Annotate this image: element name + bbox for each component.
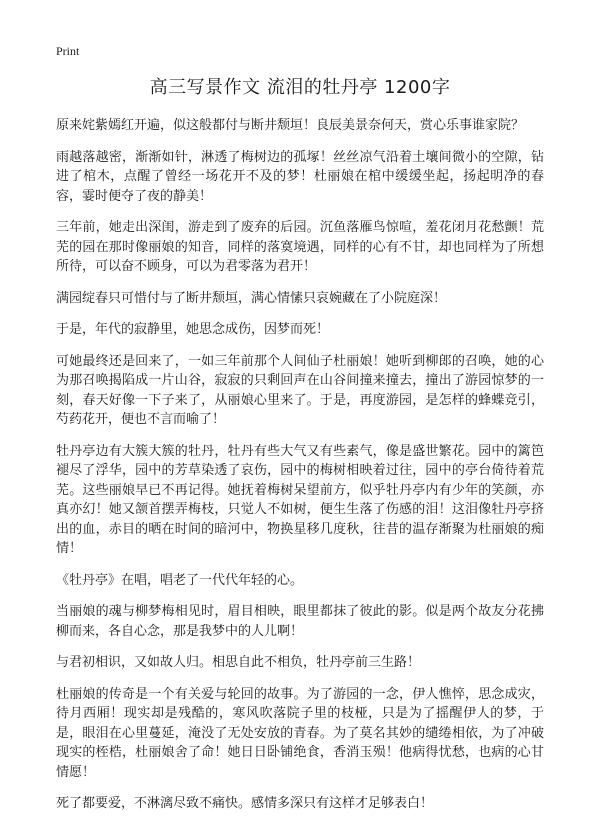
paragraph: 三年前，她走出深闺，游走到了废弃的后园。沉鱼落雁鸟惊喧，羞花闭月花愁颤！荒芜的园在那时像丽娘的知音，同样的落寞境遇，同样的心有不甘，却也同样为了所想所待，可以奋不顾身，可以为君零落为君开！ xyxy=(56,220,544,274)
paragraph: 原来姹紫嫣红开遍，似这般都付与断井颓垣！良辰美景奈何天，赏心乐事谁家院？ xyxy=(56,118,525,133)
paragraph: 《牡丹亭》在唱，唱老了一代代年轻的心。 xyxy=(56,572,304,588)
paragraph: 当丽娘的魂与柳梦梅相见时，眉目相映，眼里都抹了彼此的影。似是两个故友分花拂柳而来，各自心念，那是我梦中的人儿啊！ xyxy=(56,604,544,639)
article-title: 高三写景作文 流泪的牡丹亭 1200字 xyxy=(149,77,451,98)
paragraph: 可她最终还是回来了，一如三年前那个人间仙子杜丽娘！她听到柳郎的召唤，她的心为那召唤揭陷成一片山谷，寂寂的只剩回声在山谷间撞来撞去，撞出了游园惊梦的一刻，春天好像一下子来了，从丽娘心里来了。于是，再度游园，是怎样的蜂蝶竞引，芍药花开，便也不言而喻了！ xyxy=(56,353,544,427)
paragraph: 雨越落越密，渐渐如针，淋透了梅树边的孤塚！丝丝凉气沿着土壤间微小的空隙，钻进了棺木，点醒了曾经一场花开不及的梦！杜丽娘在棺中缓缓坐起，扬起明净的春容，霎时便夺了夜的静美！ xyxy=(56,149,544,204)
print-label: Print xyxy=(56,44,80,58)
paragraph: 与君初相识，又如故人归。相思自此不相负，牡丹亭前三生路！ xyxy=(56,655,421,670)
article-body xyxy=(56,116,544,814)
paragraph: 死了都要爱，不淋漓尽致不痛快。感情多深只有这样才足够表白！ xyxy=(56,796,434,811)
paragraph: 牡丹亭边有大簇大簇的牡丹，牡丹有些大气又有些素气，像是盛世繁花。园中的篱笆褪尽了浮华，园中的芳草染透了哀伤，园中的梅树相映着过往，园中的亭台倚待着荒芜。这些丽娘早已不再记得。她抚着梅树呆望前方，似乎牡丹亭内有少年的笑颜，亦真亦幻！她又颔首摆弄梅枝，只觉人不如树，便生生落了伤感的泪！这泪像牡丹亭挤出的血，赤目的晒在时间的暗河中，物换星移几度秋，往昔的温存渐聚为杜丽娘的痴情！ xyxy=(56,443,544,556)
paragraph: 杜丽娘的传奇是一个有关爱与轮回的故事。为了游园的一念，伊人憔悴，思念成灾，待月西厢！现实却是残酷的，寒风吹落院子里的枝桠，只是为了摇醒伊人的梦，于是，眼泪在心里蔓延，淹没了无处安放的青春。为了莫名其妙的缱绻相依，为了冲破现实的桎梏，杜丽娘舍了命！她日日卧铺绝食，香消玉殒！他病得忧愁，也病的心甘情愿！ xyxy=(56,686,544,780)
paragraph: 于是，年代的寂静里，她思念成伤，因梦而死！ xyxy=(56,322,330,337)
paragraph: 满园绽春只可惜付与了断井颓垣，满心情愫只哀婉藏在了小院庭深！ xyxy=(56,290,447,306)
